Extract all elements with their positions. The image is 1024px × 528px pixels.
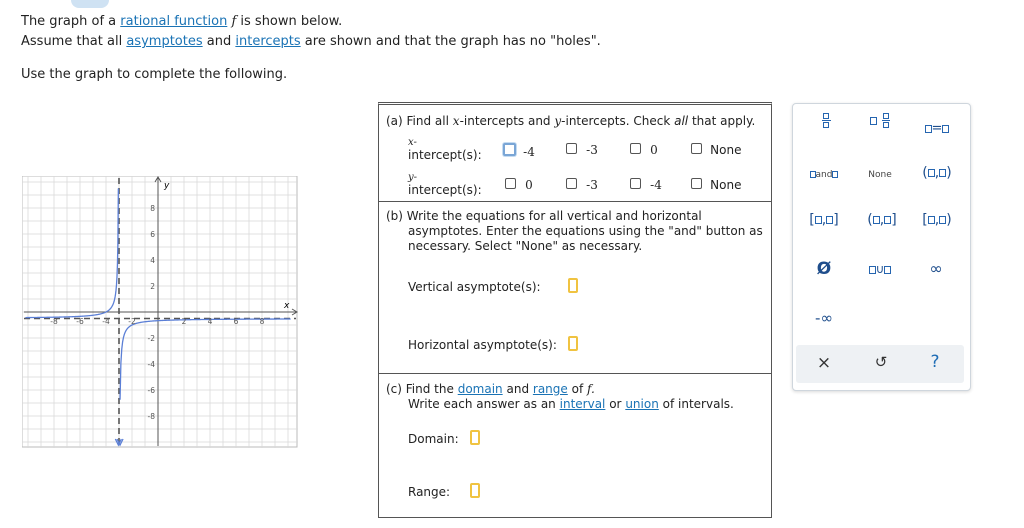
instruction-text: Use the graph to complete the following.: [21, 67, 288, 82]
x-tick-label: -4: [102, 317, 110, 326]
empty-set-key[interactable]: Ø: [816, 259, 832, 279]
section-divider-ab: [379, 201, 772, 202]
rational-function-link[interactable]: rational function: [120, 14, 228, 29]
y-checkbox-none[interactable]: [691, 178, 702, 189]
x-tick-label: 4: [207, 317, 213, 326]
horizontal-asymptote-input[interactable]: [568, 336, 578, 351]
y-option-none[interactable]: None: [691, 178, 741, 193]
x-intercept-label: x- intercept(s):: [408, 137, 482, 162]
y-option-neg3[interactable]: -3: [566, 178, 598, 193]
y-option-0[interactable]: 0: [505, 178, 533, 193]
vertical-asymptote-input[interactable]: [568, 278, 578, 293]
closed-open-interval-key[interactable]: [ , ): [922, 212, 952, 228]
x-option-none[interactable]: None: [691, 143, 741, 158]
top-tab-decoration: [71, 0, 109, 8]
x-checkbox-none[interactable]: [691, 143, 702, 154]
none-key[interactable]: None: [868, 170, 892, 180]
asymptotes-link[interactable]: asymptotes: [126, 34, 203, 49]
clear-icon[interactable]: ×: [816, 353, 832, 373]
x-checkbox-0[interactable]: [630, 143, 641, 154]
union-key[interactable]: ∪: [862, 262, 898, 276]
y-intercept-label: y- intercept(s):: [408, 172, 482, 197]
y-tick-label: -4: [147, 360, 155, 369]
rational-function-graph: [22, 176, 298, 448]
x-tick-label: 6: [233, 317, 239, 326]
interval-link[interactable]: interval: [559, 397, 606, 411]
help-icon[interactable]: ?: [930, 352, 940, 372]
union-link[interactable]: union: [625, 397, 659, 411]
intercepts-link[interactable]: intercepts: [235, 34, 301, 49]
y-tick-label: -2: [147, 334, 155, 343]
and-key[interactable]: and: [804, 170, 844, 180]
y-tick-label: 8: [150, 204, 155, 213]
fraction-key[interactable]: [817, 113, 835, 128]
x-option-neg3[interactable]: -3: [566, 143, 598, 158]
section-divider-bc: [379, 373, 772, 374]
domain-link[interactable]: domain: [457, 382, 503, 396]
open-open-interval-key[interactable]: ( , ): [922, 165, 952, 181]
closed-closed-interval-key[interactable]: [ , ]: [809, 212, 839, 228]
y-axis-label: y: [164, 181, 170, 191]
intro-line-2: Assume that all asymptotes and intercepts are shown and that the graph has no "holes".: [21, 34, 601, 49]
horizontal-asymptote-label: Horizontal asymptote(s):: [408, 338, 557, 352]
y-option-neg4[interactable]: -4: [630, 178, 662, 193]
part-a-prompt: (a) Find all x-intercepts and y-intercepts. Check all that apply.: [386, 114, 756, 128]
x-tick-label: 8: [259, 317, 265, 326]
part-c-prompt: (c) Find the domain and range of f. Write each answer as an interval or union of intervals.: [386, 382, 734, 411]
x-tick-label: -6: [76, 317, 84, 326]
x-tick-label: 2: [181, 317, 187, 326]
y-tick-label: 6: [150, 230, 155, 239]
open-closed-interval-key[interactable]: ( , ]: [867, 212, 897, 228]
part-b-prompt: (b) Write the equations for all vertical and horizontal asymptotes. Enter the equations using the "and" button as necessary. Select "None" as necessary.: [386, 209, 763, 253]
x-option-0[interactable]: 0: [630, 143, 658, 158]
range-link[interactable]: range: [532, 382, 568, 396]
y-tick-label: -6: [147, 386, 155, 395]
intro-line-1: The graph of a rational function f is shown below.: [21, 14, 343, 29]
x-checkbox-neg4[interactable]: [503, 143, 516, 156]
range-label: Range:: [408, 485, 451, 499]
equals-key[interactable]: =: [918, 121, 956, 136]
x-option-neg4[interactable]: -4: [503, 143, 535, 160]
y-checkbox-neg4[interactable]: [630, 178, 641, 189]
infinity-key[interactable]: ∞: [929, 259, 943, 278]
y-checkbox-0[interactable]: [505, 178, 516, 189]
x-checkbox-neg3[interactable]: [566, 143, 577, 154]
undo-icon[interactable]: ↺: [874, 353, 888, 371]
domain-label: Domain:: [408, 432, 459, 446]
y-tick-label: 4: [150, 256, 155, 265]
vertical-asymptote-label: Vertical asymptote(s):: [408, 280, 541, 294]
x-axis-label: x: [284, 301, 290, 311]
y-tick-label: -8: [147, 412, 155, 421]
x-tick-label: -2: [128, 317, 136, 326]
question-panel: [378, 102, 772, 518]
domain-input[interactable]: [470, 430, 480, 445]
mixed-fraction-key[interactable]: [866, 113, 894, 128]
x-tick-label: -8: [50, 317, 58, 326]
range-input[interactable]: [470, 483, 480, 498]
y-tick-label: 2: [150, 282, 155, 291]
negative-infinity-key[interactable]: -∞: [815, 309, 833, 327]
y-checkbox-neg3[interactable]: [566, 178, 577, 189]
